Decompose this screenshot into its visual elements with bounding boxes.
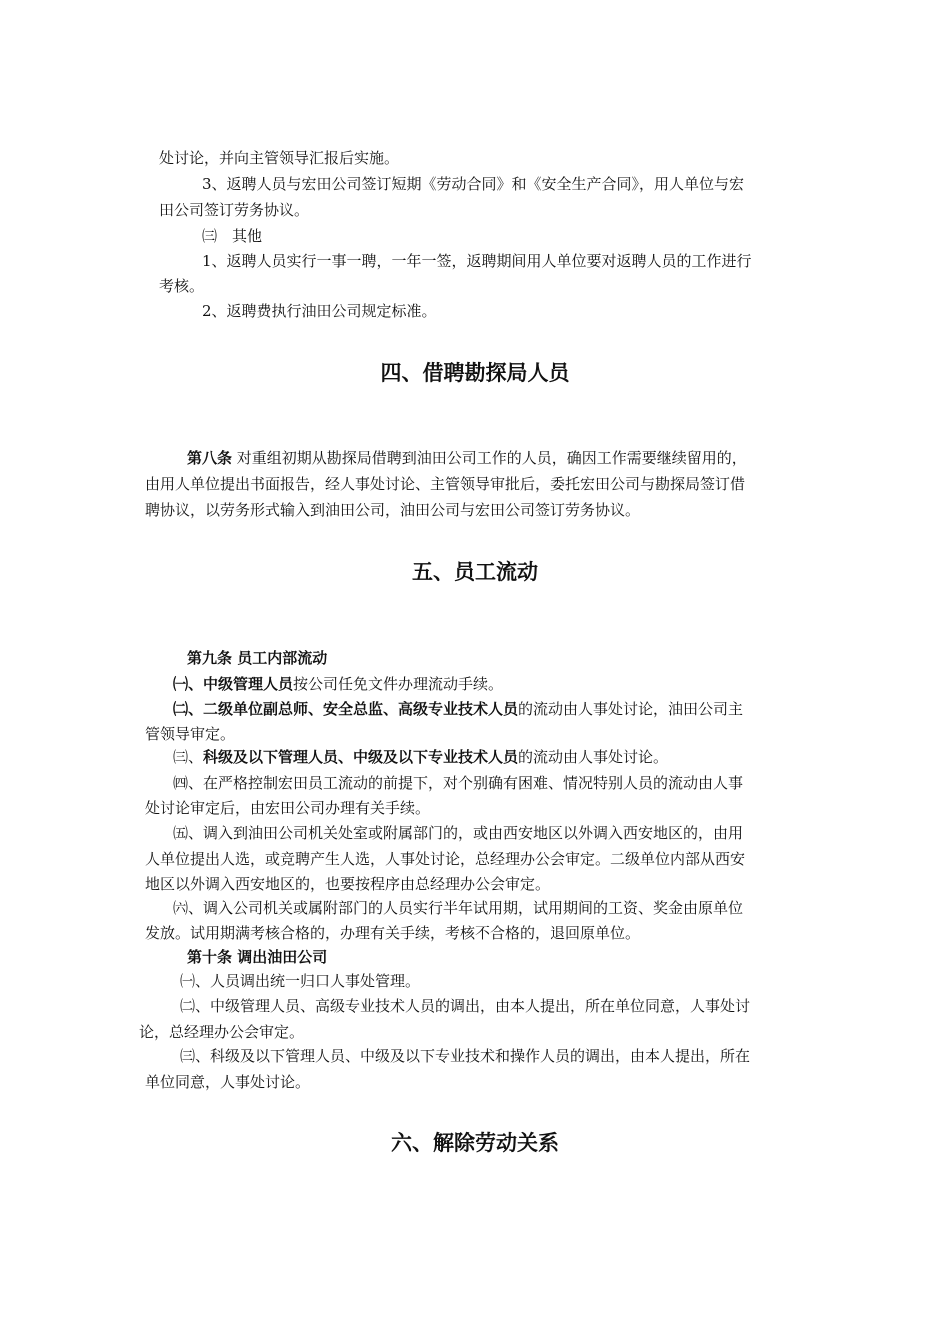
paragraph-line: 由用人单位提出书面报告，经人事处讨论、主管领导审批后，委托宏田公司与勘探局签订借: [145, 475, 746, 493]
paragraph-line: 田公司签订劳务协议。: [159, 201, 310, 219]
subsection-title: ㈢ 其他: [202, 227, 263, 245]
paragraph-line: 聘协议，以劳务形式输入到油田公司，油田公司与宏田公司签订劳务协议。: [145, 501, 641, 519]
paragraph-line: 人单位提出人选，或竞聘产生人选，人事处讨论，总经理办公会审定。二级单位内部从西安: [145, 850, 746, 868]
list-item: [173, 746, 668, 768]
item-number: ㈢、: [173, 748, 204, 766]
paragraph-line: ㈥、调入公司机关或属附部门的人员实行半年试用期，试用期间的工资、奖金由原单位: [173, 899, 744, 917]
paragraph-line: 处讨论审定后，由宏田公司办理有关手续。: [145, 799, 431, 817]
section-heading-6: 六、解除劳动关系: [391, 1130, 559, 1155]
list-item: [173, 698, 743, 720]
list-item: [173, 673, 503, 695]
paragraph-line: 发放。试用期满考核合格的，办理有关手续，考核不合格的，退回原单位。: [145, 924, 641, 942]
article-text: 对重组初期从勘探局借聘到油田公司工作的人员，确因工作需要继续留用的，: [232, 449, 747, 467]
paragraph-line: 地区以外调入西安地区的，也要按程序由总经理办公会审定。: [145, 875, 551, 893]
section-heading-4: 四、借聘勘探局人员: [380, 360, 570, 385]
item-bold-text: 科级及以下管理人员、中级及以下专业技术人员: [203, 748, 519, 766]
paragraph-line: ㈠、人员调出统一归口人事处管理。: [180, 972, 421, 990]
paragraph-line: 3、返聘人员与宏田公司签订短期《劳动合同》和《安全生产合同》，用人单位与宏: [202, 175, 745, 193]
article-8-line: [187, 447, 747, 469]
item-bold-text: ㈠、中级管理人员: [173, 675, 294, 693]
paragraph-line: 2、返聘费执行油田公司规定标准。: [202, 302, 437, 320]
paragraph-line: ㈣、在严格控制宏田员工流动的前提下，对个别确有困难、情况特别人员的流动由人事: [173, 774, 744, 792]
article-label: 第八条: [187, 449, 233, 467]
item-text: 的流动由人事处讨论。: [518, 748, 669, 766]
section-heading-5: 五、员工流动: [412, 559, 538, 584]
paragraph-line: 单位同意，人事处讨论。: [145, 1073, 311, 1091]
paragraph-line: 考核。: [159, 277, 205, 295]
paragraph-line: ㈢、科级及以下管理人员、中级及以下专业技术和操作人员的调出，由本人提出，所在: [180, 1047, 751, 1065]
paragraph-line: ㈤、调入到油田公司机关处室或附属部门的，或由西安地区以外调入西安地区的，由用: [173, 824, 744, 842]
paragraph-line: 1、返聘人员实行一事一聘，一年一签，返聘期间用人单位要对返聘人员的工作进行: [202, 252, 752, 270]
paragraph-line: 管领导审定。: [145, 725, 236, 743]
paragraph-line: 论，总经理办公会审定。: [139, 1023, 305, 1041]
article-9-title: 第九条 员工内部流动: [187, 649, 328, 667]
paragraph-line: ㈡、中级管理人员、高级专业技术人员的调出，由本人提出，所在单位同意，人事处讨: [180, 997, 751, 1015]
item-text: 的流动由人事处讨论，油田公司主: [518, 700, 744, 718]
article-10-title: 第十条 调出油田公司: [187, 948, 328, 966]
item-bold-text: ㈡、二级单位副总师、安全总监、高级专业技术人员: [173, 700, 519, 718]
paragraph-line: 处讨论，并向主管领导汇报后实施。: [159, 149, 400, 167]
item-text: 按公司任免文件办理流动手续。: [293, 675, 504, 693]
